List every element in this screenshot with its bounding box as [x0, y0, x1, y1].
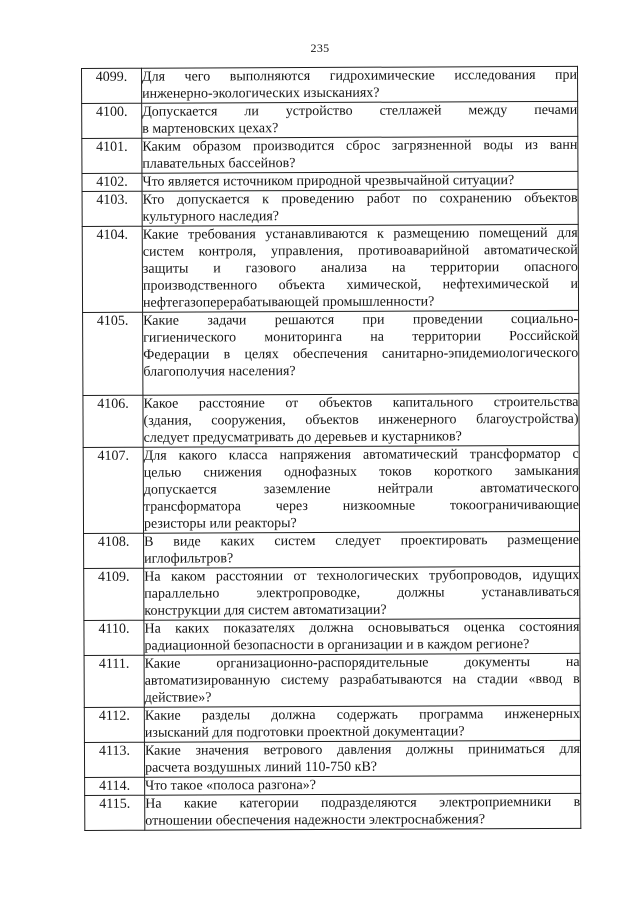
question-text-line: На какие категории подразделяются электроприемники в [145, 794, 581, 812]
question-number: 4112. [84, 707, 144, 742]
question-text [143, 393, 579, 447]
question-text [142, 66, 578, 103]
questions-table-body [82, 66, 581, 830]
table-row [82, 224, 578, 312]
question-text-line: Какие значения ветрового давления должны приниматься для [144, 741, 581, 759]
question-text-line: (здания, сооружения, объектов инженерного благоустройства) [143, 411, 579, 429]
question-number: 4107. [83, 447, 143, 533]
question-text-line: Кто допускается к проведению работ по сохранению объектов [142, 190, 578, 208]
question-number: 4101. [82, 138, 142, 173]
question-number: 4115. [85, 795, 145, 830]
question-text [143, 310, 579, 395]
question-text-line: конструкции для систем автоматизации? [144, 602, 387, 619]
question-text-line: действие»? [144, 690, 212, 706]
question-text-line: отношении обеспечения надежности электроснабжения? [145, 812, 486, 829]
question-text-line: радиационной безопасности в организации и в каждом регионе? [144, 637, 530, 654]
question-text-line: культурного наследия? [142, 209, 280, 225]
question-text-line: Каким образом производится сброс загрязненной воды из ванн [142, 137, 578, 155]
question-text-line: Какое расстояние от объектов капитального строительства [143, 394, 579, 412]
question-text [142, 189, 578, 226]
question-text-line: допускается заземление нейтрали автоматического [143, 480, 579, 498]
table-row [84, 566, 580, 620]
question-number: 4100. [82, 103, 142, 138]
questions-table [81, 66, 581, 831]
question-number: 4104. [82, 226, 142, 312]
table-row [84, 740, 580, 777]
table-row [83, 445, 579, 533]
question-text [142, 224, 578, 312]
table-row [85, 793, 581, 830]
question-text-line: нефтегазоперерабатывающей промышленности? [142, 294, 435, 311]
question-text-line: Федерации в целях обеспечения санитарно-эпидемиологического [143, 345, 579, 363]
question-text [144, 566, 580, 620]
question-text [142, 171, 578, 191]
question-text [144, 531, 580, 568]
question-text-line: следует предусматривать до деревьев и кустарников? [143, 429, 462, 446]
question-text-line: производственного объекта химической, нефтехимической и [142, 276, 578, 294]
question-text [145, 775, 581, 795]
question-text [145, 793, 581, 830]
question-text-line: Какие требования устанавливаются к размещению помещений для [142, 225, 578, 243]
question-text-line: расчета воздушных линий 110-750 кВ? [145, 759, 378, 776]
question-text-line: защиты и газового анализа на территории опасного [142, 259, 578, 277]
question-text-line: изысканий для подготовки проектной документации? [144, 724, 465, 741]
question-text [144, 705, 580, 742]
table-row [82, 101, 578, 138]
question-text-line: Какие организационно-распорядительные документы на [144, 654, 580, 672]
question-text-line: автоматизированную систему разрабатываются на стадии «ввод в [144, 671, 580, 689]
question-text-line: Какие задачи решаются при проведении социально- [143, 311, 579, 329]
table-row [84, 705, 580, 742]
table-row [82, 189, 578, 226]
question-text-line: плавательных бассейнов? [142, 156, 296, 172]
table-row [84, 653, 580, 707]
question-text [144, 653, 580, 707]
question-number: 4106. [83, 395, 143, 447]
question-text-line: В виде каких систем следует проектировать размещение [144, 532, 580, 550]
question-text [144, 740, 580, 777]
question-text-line: резисторы или реакторы? [143, 516, 297, 532]
table-row [83, 393, 579, 447]
question-number: 4105. [83, 312, 143, 395]
question-text-line: целью снижения однофазных токов короткого замыкания [143, 463, 579, 481]
question-number: 4114. [85, 777, 145, 795]
question-text-line: Что является источником природной чрезвычайной ситуации? [142, 173, 515, 190]
question-text-line: Что такое «полоса разгона»? [145, 777, 316, 794]
question-text-line: трансформатора через низкоомные токоограничивающие [143, 497, 579, 515]
question-text [142, 136, 578, 173]
question-text-line: систем контроля, управления, противоаварийной автоматической [142, 242, 578, 260]
question-text [142, 101, 578, 138]
question-text-line: иглофильтров? [144, 551, 234, 567]
question-text-line: Допускается ли устройство стеллажей между печами [142, 102, 578, 120]
question-number: 4110. [84, 620, 144, 655]
table-row [82, 136, 578, 173]
question-text-line: параллельно электропроводке, должны устанавливаться [144, 584, 580, 602]
question-text-line: в мартеновских цехах? [142, 121, 279, 137]
question-text-line: Какие разделы должна содержать программа инженерных [144, 706, 580, 724]
table-row [84, 531, 580, 568]
question-number: 4103. [82, 191, 142, 226]
question-text-line: На каких показателях должна основываться оценка состояния [144, 619, 580, 637]
question-text-line: благополучия населения? [143, 364, 296, 380]
question-text-line: Для какого класса напряжения автоматический трансформатор с [143, 446, 579, 464]
question-text-line: инженерно-экологических изысканиях? [142, 85, 380, 102]
table-row [85, 775, 581, 795]
question-text-line: На каком расстоянии от технологических трубопроводов, идущих [144, 567, 580, 585]
table-row [82, 66, 578, 103]
table-row [83, 310, 579, 395]
question-number: 4113. [84, 742, 144, 777]
question-number: 4102. [82, 173, 142, 191]
page-number: 235 [310, 41, 330, 55]
question-text [143, 445, 579, 533]
question-number: 4111. [84, 655, 144, 707]
question-text-line: гигиенического мониторинга на территории Российской [143, 328, 579, 346]
table-row [84, 618, 580, 655]
question-text [144, 618, 580, 655]
question-number: 4108. [84, 533, 144, 568]
question-number: 4109. [84, 568, 144, 620]
question-number: 4099. [82, 68, 142, 103]
question-text-line: Для чего выполняются гидрохимические исследования при [142, 67, 578, 85]
table-row [82, 171, 578, 191]
